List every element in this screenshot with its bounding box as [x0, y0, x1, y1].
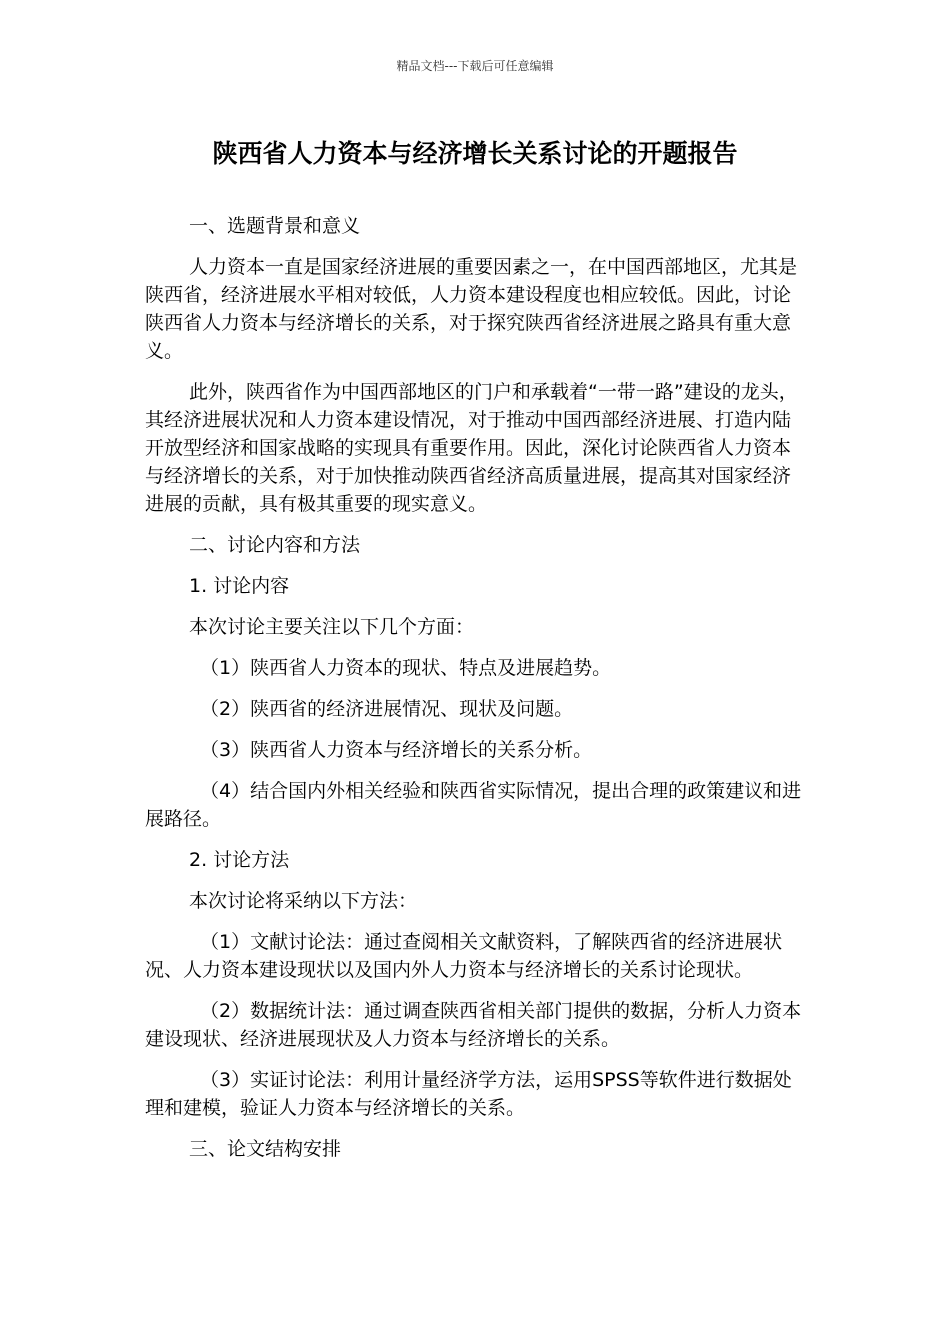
list-item: （2）数据统计法：通过调查陕西省相关部门提供的数据，分析人力资本建设现状、经济进展现状及人力资本与经济增长的关系。: [145, 1000, 802, 1050]
body-paragraph: 人力资本一直是国家经济进展的重要因素之一，在中国西部地区，尤其是陕西省，经济进展水平相对较低，人力资本建设程度也相应较低。因此，讨论陕西省人力资本与经济增长的关系，对于探究陕西省经济进展之路具有重大意义。: [145, 256, 798, 362]
list-item: （2）陕西省的经济进展情况、现状及问题。: [200, 698, 574, 720]
subsection-heading: 2. 讨论方法: [189, 849, 290, 871]
document-body: [145, 212, 805, 1176]
body-paragraph: 本次讨论主要关注以下几个方面：: [189, 616, 475, 638]
section-heading-3: 三、论文结构安排: [189, 1138, 342, 1160]
subsection-heading: 1. 讨论内容: [189, 575, 290, 597]
document-title: 陕西省人力资本与经济增长关系讨论的开题报告: [212, 139, 738, 168]
list-item: （1）文献讨论法：通过查阅相关文献资料，了解陕西省的经济进展状况、人力资本建设现状以及国内外人力资本与经济增长的关系讨论现状。: [145, 931, 783, 981]
list-item: （4）结合国内外相关经验和陕西省实际情况，提出合理的政策建议和进展路径。: [145, 780, 802, 830]
section-heading-2: 二、讨论内容和方法: [189, 534, 361, 556]
section-heading-1: 一、选题背景和意义: [189, 215, 361, 237]
body-paragraph: 本次讨论将采纳以下方法：: [189, 890, 418, 912]
list-item: （3）陕西省人力资本与经济增长的关系分析。: [200, 739, 593, 761]
body-paragraph: 此外，陕西省作为中国西部地区的门户和承载着“一带一路”建设的龙头，其经济进展状况和人力资本建设情况，对于推动中国西部经济进展、打造内陆开放型经济和国家战略的实现具有重要作用。因此，深化讨论陕西省人力资本与经济增长的关系，对于加快推动陕西省经济高质量进展，提高其对国家经济进展的贡献，具有极其重要的现实意义。: [145, 381, 798, 515]
list-item: （1）陕西省人力资本的现状、特点及进展趋势。: [200, 657, 612, 679]
page-header: 精品文档---下载后可任意编辑: [396, 59, 554, 73]
list-item: （3）实证讨论法：利用计量经济学方法，运用SPSS等软件进行数据处理和建模，验证人力资本与经济增长的关系。: [145, 1069, 792, 1119]
